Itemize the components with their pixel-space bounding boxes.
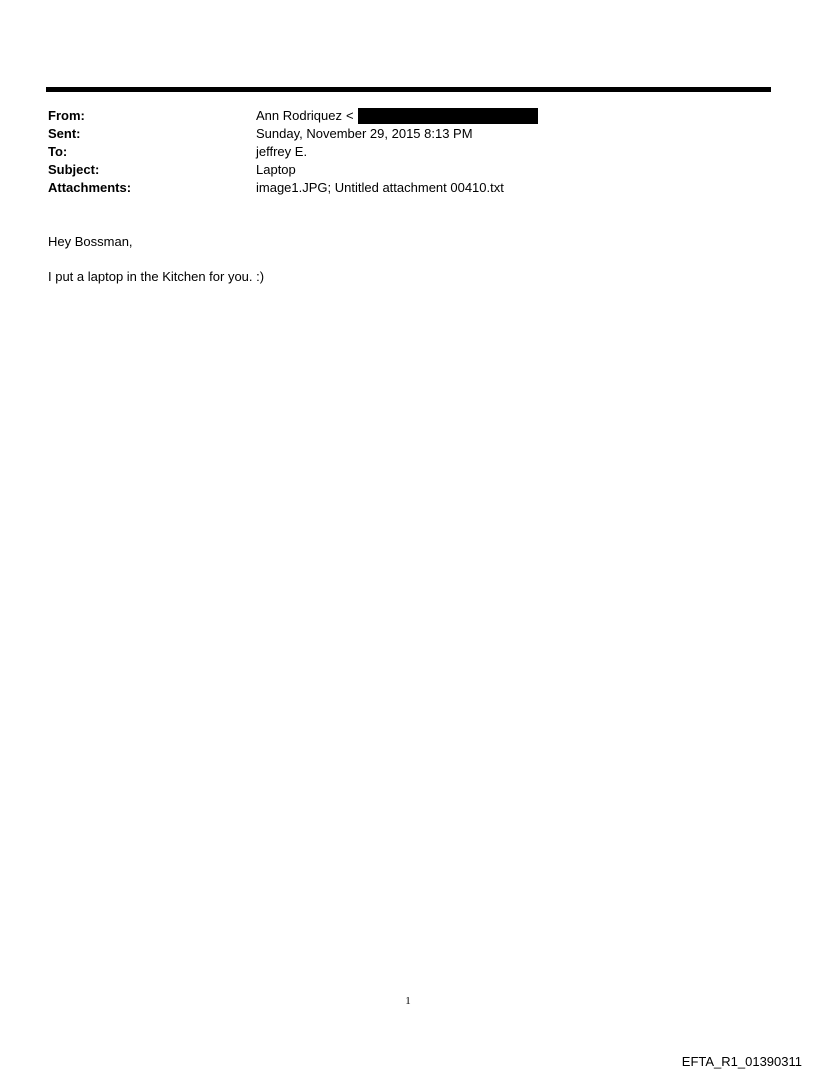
to-value: jeffrey E. [256, 144, 308, 159]
sender-email-bracket: < [346, 108, 354, 123]
document-id: EFTA_R1_01390311 [681, 1054, 802, 1069]
sender-name: Ann Rodriquez [256, 108, 342, 123]
from-row [48, 107, 748, 125]
attachments-row [48, 179, 748, 197]
to-label: To: [48, 144, 68, 159]
email-greeting: Hey Bossman, [48, 234, 133, 249]
sent-row [48, 125, 748, 143]
from-value [256, 107, 538, 125]
subject-label: Subject: [48, 162, 100, 177]
sent-label: Sent: [48, 126, 81, 141]
redacted-email-address [358, 108, 538, 124]
email-message: I put a laptop in the Kitchen for you. :) [48, 269, 265, 284]
to-row [48, 143, 748, 161]
subject-value: Laptop [256, 162, 296, 177]
header-divider [46, 87, 771, 92]
attachments-label: Attachments: [48, 180, 132, 195]
page-number: 1 [405, 995, 411, 1007]
email-header [48, 107, 748, 197]
sent-value: Sunday, November 29, 2015 8:13 PM [256, 126, 473, 141]
from-label: From: [48, 108, 85, 123]
attachments-value: image1.JPG; Untitled attachment 00410.txt [256, 180, 504, 195]
subject-row [48, 161, 748, 179]
